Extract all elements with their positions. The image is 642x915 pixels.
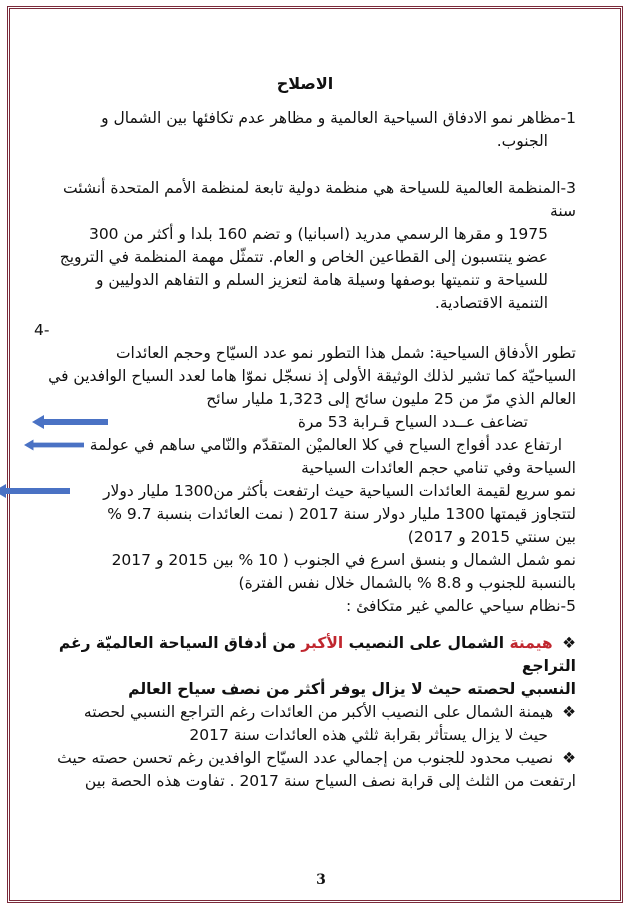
- bullet-item-3: [34, 747, 576, 770]
- arrow-row-2: [34, 434, 576, 457]
- answer-5-heading: 5-نظام سياحي عالمي غير متكافئ :: [345, 597, 576, 615]
- highlight-word-2: الأكبر: [301, 634, 344, 652]
- bullet-item-2: [34, 701, 576, 724]
- left-arrow-icon: [24, 438, 84, 452]
- bullet-1-text-a: الشمال على النصيب: [348, 634, 505, 652]
- answer-3-line-1: 3-المنظمة العالمية للسياحة هي منظمة دولية تابعة لمنظمة الأمم المتحدة أنشئت سنة: [63, 179, 576, 220]
- answer-1: [34, 107, 576, 153]
- answer-1-line-1: 1-مظاهر نمو الادفاق السياحية العالمية و مظاهر عدم تكافئها بين الشمال و: [101, 109, 576, 127]
- page-number: 3: [316, 872, 326, 888]
- bullet-2-text: هيمنة الشمال على النصيب الأكبر من العائدات رغم التراجع النسبي لحصته: [83, 703, 554, 721]
- answer-4-line-3: العالم الذي مرّ من 25 مليون سائح إلى 1,323 مليار سائح: [206, 390, 576, 408]
- answer-4-line-5: ارتفاع عدد أفواج السياح في كلا العالميْن المتقدّم والنّامي ساهم في عولمة: [89, 436, 562, 454]
- answer-4-line-6: السياحة وفي تنامي حجم العائدات السياحية: [301, 459, 576, 477]
- bullet-list: [34, 632, 576, 793]
- answer-4-line-2: السياحيّة كما تشير لذلك الوثيقة الأولى إذ نسجّل نموّا هاما لعدد السياح الوافدين في: [48, 367, 576, 385]
- answer-4-line-4: تضاعف عــدد السياح قـرابة 53 مرة: [297, 413, 528, 431]
- answer-1-line-2: الجنوب.: [496, 132, 548, 150]
- answer-4-line-9: بين سنتي 2015 و 2017): [407, 528, 576, 546]
- bullet-item-1: [34, 632, 576, 678]
- bullet-1-line-2: النسبي لحصته حيث لا يزال يوفر أكثر من نصف سياح العالم: [128, 680, 576, 698]
- diamond-bullet-icon: ❖: [562, 749, 576, 767]
- bullet-3-text: نصيب محدود للجنوب من إجمالي عدد السيّاح الوافدين رغم تحسن حصته حيث: [57, 749, 554, 767]
- answer-4-line-11: بالنسبة للجنوب و 8.8 % بالشمال خلال نفس الفترة): [238, 574, 576, 592]
- diamond-bullet-icon: ❖: [562, 703, 576, 721]
- left-arrow-icon: [0, 484, 70, 498]
- answer-4-line-10: نمو شمل الشمال و بنسق اسرع في الجنوب ( 10 % بين 2015 و 2017: [111, 551, 576, 569]
- answer-4-number: -4: [34, 321, 50, 339]
- answer-4-line-7: نمو سريع لقيمة العائدات السياحية حيث ارتفعت بأكثر من1300 مليار دولار: [103, 482, 576, 500]
- bullet-3-line-2: ارتفعت من الثلث إلى قرابة نصف السياح سنة 2017 . تفاوت هذه الحصة بين: [84, 772, 576, 790]
- answer-4: [34, 319, 576, 618]
- answer-3-line-5: التنمية الاقتصادية.: [434, 294, 548, 312]
- diamond-bullet-icon: ❖: [562, 634, 576, 652]
- highlight-word: هيمنة: [509, 634, 553, 652]
- answer-4-line-8: لتتجاوز قيمتها 1300 مليار دولار سنة 2017 ( نمت العائدات بنسبة 9.7 %: [107, 505, 576, 523]
- answer-3-line-3: عضو ينتسبون إلى القطاعين الخاص و العام. تتمثّل مهمة المنظمة في الترويج: [59, 248, 548, 266]
- arrow-row-3: [34, 480, 576, 503]
- bullet-2-line-2: حيث لا يزال يستأثر بقرابة ثلثي هذه العائدات سنة 2017: [189, 726, 548, 744]
- answer-3: [34, 177, 576, 315]
- answer-3-line-4: للسياحة و تنميتها بوصفها وسيلة هامة لتعزيز السلم و التفاهم الدوليين و: [96, 271, 548, 289]
- page-title: الاصلاح: [276, 74, 334, 93]
- bullet-1-text-b: من أدفاق السياحة العالميّة رغم التراجع: [58, 634, 576, 675]
- left-arrow-icon: [32, 415, 108, 429]
- answer-4-line-1: تطور الأدفاق السياحية: شمل هذا التطور نمو عدد السيّاح وحجم العائدات: [115, 344, 576, 362]
- arrow-row-1: [34, 411, 576, 434]
- answer-3-line-2: 1975 و مقرها الرسمي مدريد (اسبانيا) و تضم 160 بلدا و أكثر من 300: [88, 225, 548, 243]
- document-page: [34, 60, 576, 880]
